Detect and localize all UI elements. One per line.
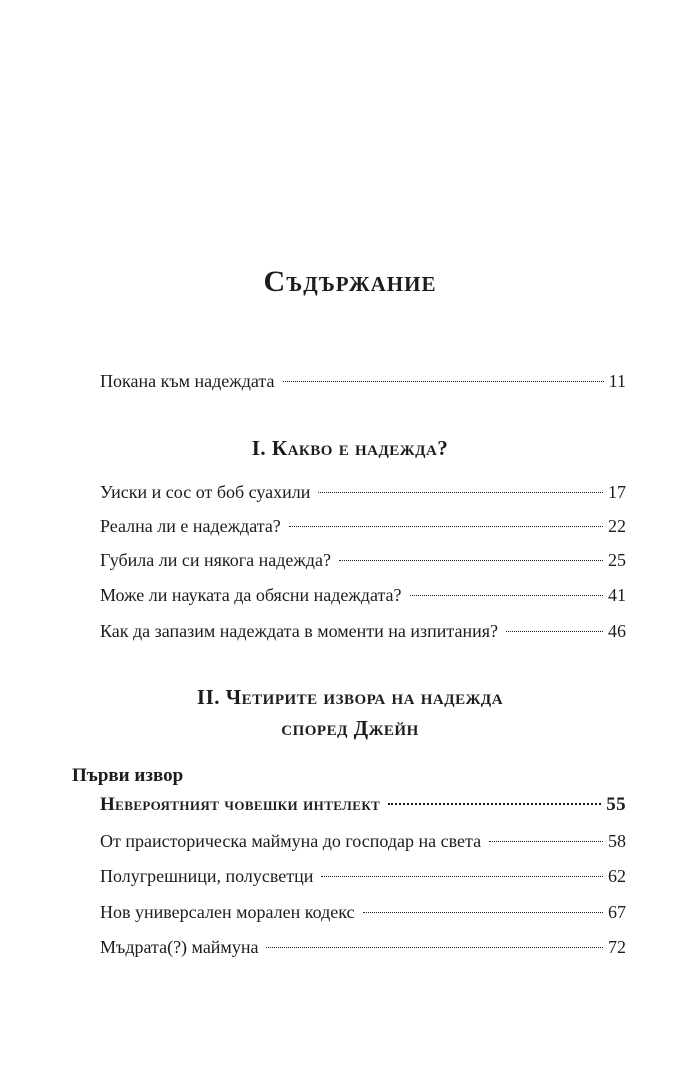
toc-entry-page: 62	[608, 866, 626, 886]
toc-entry-label: От праисторическа маймуна до господар на света	[100, 831, 482, 851]
toc-entry-page: 46	[608, 621, 626, 641]
toc-entry-label: Мъдрата(?) маймуна	[100, 937, 259, 957]
toc-entry[interactable]	[100, 897, 626, 927]
toc-entry-page: 58	[608, 831, 626, 851]
source-1-label: Първи извор	[72, 765, 184, 786]
toc-entry-label: Нов универсален морален кодекс	[100, 902, 355, 922]
toc-entry-page: 11	[608, 371, 626, 391]
toc-entry-page: 41	[608, 585, 626, 605]
toc-entry-page: 67	[608, 902, 626, 922]
page-title: Съдържание	[263, 265, 437, 298]
toc-entry-label: Как да запазим надеждата в моменти на изпитания?	[100, 621, 499, 641]
toc-entry[interactable]	[100, 545, 626, 575]
dot-leader	[318, 492, 603, 493]
dot-leader	[283, 381, 604, 382]
toc-entry[interactable]	[100, 826, 626, 856]
part-2-heading-line-1: II. Четирите извора на надежда	[196, 685, 504, 709]
part-2-heading-line-2: според Джейн	[281, 716, 419, 740]
dot-leader	[388, 803, 601, 805]
part-1-heading: I. Какво е надежда?	[251, 436, 449, 460]
toc-entry-label: Полугрешници, полусветци	[100, 866, 314, 886]
toc-entry[interactable]	[100, 861, 626, 891]
dot-leader	[489, 841, 603, 842]
toc-entry[interactable]	[100, 477, 626, 507]
toc-entry-page: 55	[606, 794, 626, 815]
dot-leader	[321, 876, 603, 877]
dot-leader	[339, 560, 603, 561]
toc-entry-intro[interactable]	[100, 366, 626, 396]
dot-leader	[410, 595, 603, 596]
dot-leader	[266, 947, 603, 948]
toc-entry-label: Губила ли си някога надежда?	[100, 550, 331, 570]
toc-entry-page: 22	[608, 516, 626, 536]
toc-entry-label: Реална ли е надеждата?	[100, 516, 281, 536]
toc-entry-page: 25	[608, 550, 626, 570]
toc-entry-label: Уиски и сос от боб суахили	[100, 482, 311, 502]
toc-entry-page: 17	[608, 482, 626, 502]
toc-entry[interactable]	[100, 616, 626, 646]
toc-entry[interactable]	[100, 580, 626, 610]
toc-chapter-entry[interactable]	[100, 790, 626, 820]
toc-entry-label: Може ли науката да обясни надеждата?	[100, 585, 402, 605]
toc-entry-label: Невероятният човешки интелект	[100, 794, 381, 815]
dot-leader	[363, 912, 604, 913]
dot-leader	[289, 526, 603, 527]
dot-leader	[506, 631, 603, 632]
toc-entry-page: 72	[608, 937, 626, 957]
toc-entry-label: Покана към надеждата	[100, 371, 275, 391]
toc-entry[interactable]	[100, 932, 626, 962]
toc-entry[interactable]	[100, 511, 626, 541]
